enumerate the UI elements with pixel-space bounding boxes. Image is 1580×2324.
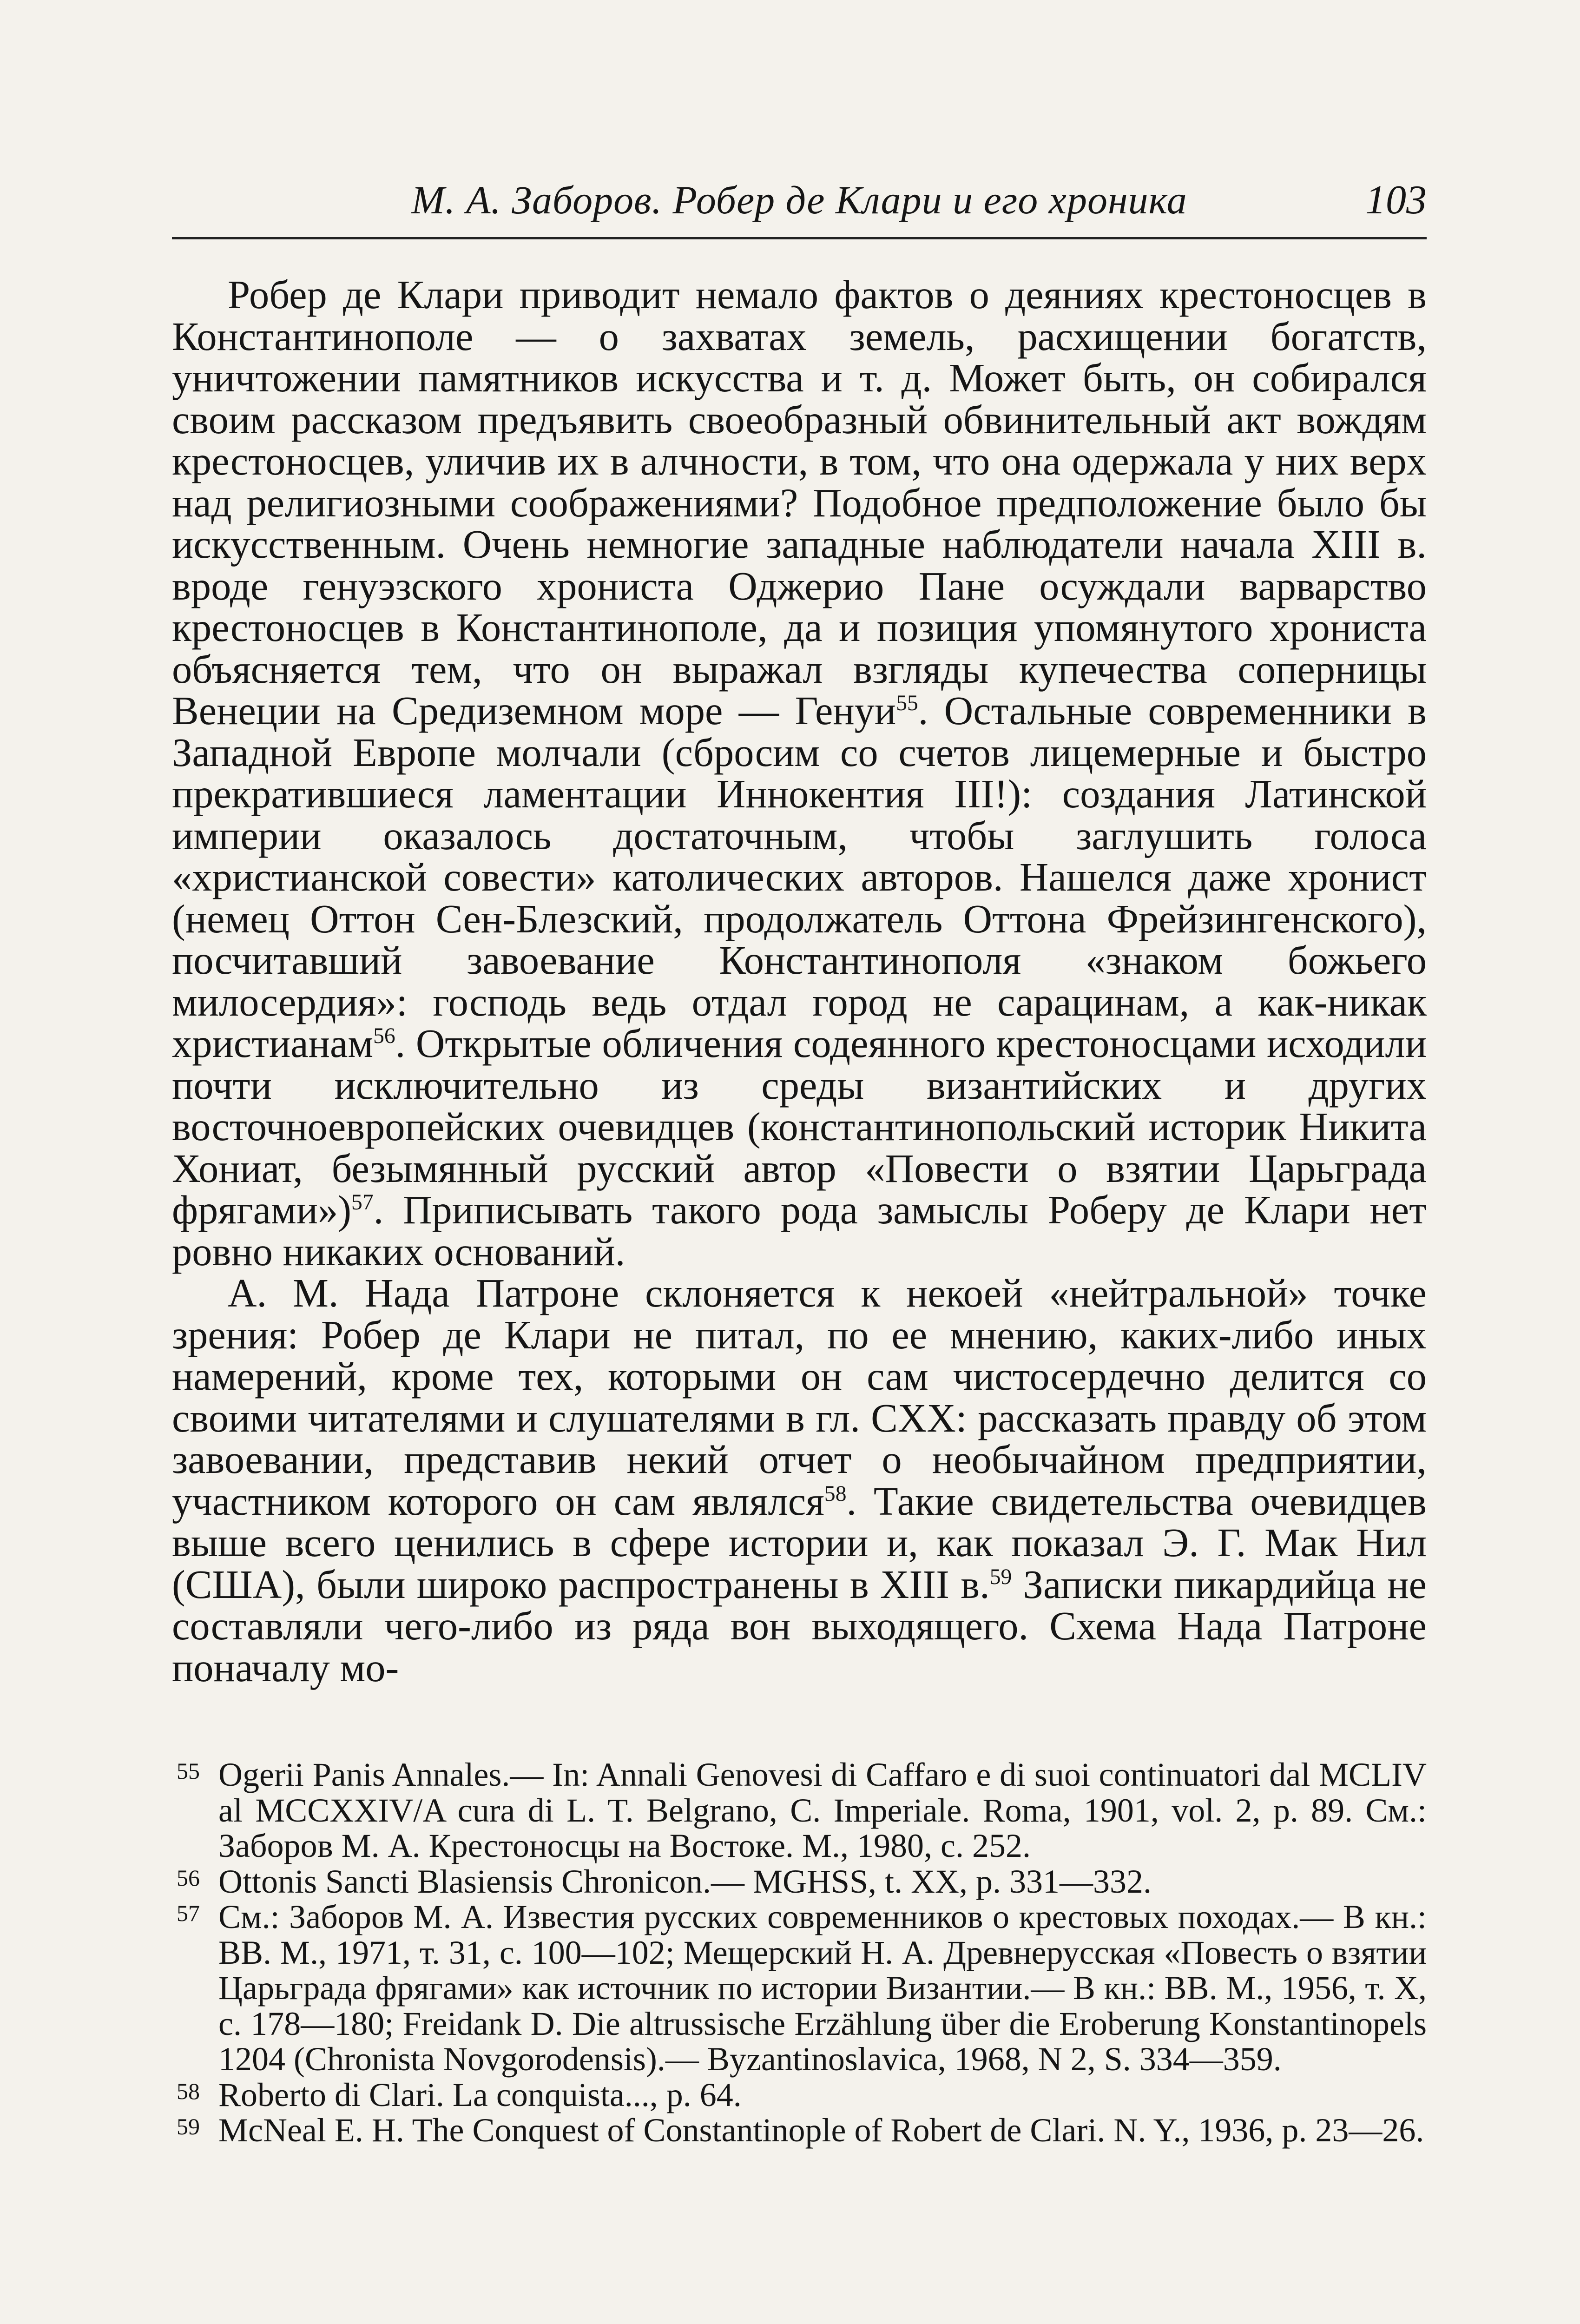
paragraph-1-part-d: . Приписывать такого рода замыслы Роберу де Клари нет ровно никаких оснований. (172, 1188, 1427, 1274)
footnote-59 (172, 2113, 1427, 2148)
footnote-ref-56: 56 (373, 1024, 395, 1049)
paragraph-2-part-a: А. М. Нада Патроне склоняется к некоей «нейтральной» точке зрения: Робер де Клари не питал, по ее мнению, каких-либо иных намерений, кроме тех, которыми он сам чистосердечно делится со своими читателями и слушателями в гл. CXX: рассказать правду об этом завоевании, представив некий отчет о необычайном предприятии, участником которого он сам являлся (172, 1271, 1427, 1524)
footnote-58 (172, 2077, 1427, 2113)
paragraph-2 (172, 1273, 1427, 1689)
footnote-ref-57: 57 (351, 1190, 374, 1215)
running-header (172, 158, 1427, 239)
paragraph-1-part-c: . Открытые обличения содеянного крестоносцами исходили почти исключительно из среды византийских и других восточноевропейских очевидцев (константинопольский историк Никита Хониат, безымянный русский автор «Повести о взятии Царьграда фрягами») (172, 1021, 1427, 1232)
footnote-text: McNeal E. H. The Conquest of Constantinople of Robert de Clari. N. Y., 1936, p. 23—26. (218, 2112, 1424, 2149)
footnote-56 (172, 1864, 1427, 1900)
footnote-text: Roberto di Clari. La conquista..., p. 64. (218, 2076, 742, 2113)
footnote-number: 56 (177, 1864, 200, 1891)
footnote-number: 58 (177, 2078, 200, 2104)
paragraph-2-part-c: Записки пикардийца не составляли чего-либо из ряда вон выходящего. Схема Нада Патроне поначалу мо- (172, 1562, 1427, 1690)
footnote-number: 59 (177, 2113, 200, 2139)
paragraph-1-part-a: Робер де Клари приводит немало фактов о деяниях крестоносцев в Константинополе — о захватах земель, расхищении богатств, уничтожении памятников искусства и т. д. Может быть, он собирался своим рассказом предъявить своеобразный обвинительный акт вождям крестоносцев, уличив их в алчности, в том, что она одержала у них верх над религиозными соображениями? Подобное предположение было бы искусственным. Очень немногие западные наблюдатели начала XIII в. вроде генуэзского хрониста Оджерио Пане осуждали варварство крестоносцев в Константинополе, да и позиция упомянутого хрониста объясняется тем, что он выражал взгляды купечества соперницы Венеции на Средиземном море — Генуи (172, 272, 1427, 733)
footnote-number: 57 (177, 1900, 200, 1926)
paragraph-2-part-b: . Такие свидетельства очевидцев выше всего ценились в сфере истории и, как показал Э. Г. Мак Нил (США), были широко распространены в XIII в. (172, 1479, 1427, 1607)
footnote-number: 55 (177, 1758, 200, 1784)
main-text (172, 274, 1427, 1689)
paragraph-1 (172, 274, 1427, 1273)
footnote-ref-55: 55 (896, 691, 918, 716)
page-number: 103 (1365, 178, 1427, 223)
footnote-text: См.: Заборов М. А. Известия русских современников о крестовых походах.— В кн.: ВВ. М., 1971, т. 31, с. 100—102; Мещерский Н. А. Древнерусская «Повесть о взятии Царьграда фрягами» как источник по истории Византии.— В кн.: ВВ. М., 1956, т. X, с. 178—180; Freidank D. Die altrussische Erzählung über die Eroberung Konstantinopels 1204 (Chronista Novgorodensis).— Byzantinoslavica, 1968, N 2, S. 334—359. (218, 1898, 1427, 2078)
footnote-57 (172, 1899, 1427, 2077)
running-title: М. А. Заборов. Робер де Клари и его хроника (411, 178, 1187, 222)
footnote-ref-58: 58 (824, 1481, 847, 1506)
footnotes (172, 1757, 1427, 2148)
footnote-ref-59: 59 (989, 1565, 1012, 1589)
footnote-text: Ottonis Sancti Blasiensis Chronicon.— MGHSS, t. XX, p. 331—332. (218, 1862, 1152, 1900)
paragraph-1-part-b: . Остальные современники в Западной Европе молчали (сбросим со счетов лицемерные и быстро прекратившиеся ламентации Иннокентия III!): создания Латинской империи оказалось достаточным, чтобы заглушить голоса «христианской совести» католических авторов. Нашелся даже хронист (немец Оттон Сен-Блезский, продолжатель Оттона Фрейзингенского), посчитавший завоевание Константинополя «знаком божьего милосердия»: господь ведь отдал город не сарацинам, а как-никак христианам (172, 688, 1427, 1066)
footnote-55 (172, 1757, 1427, 1864)
footnote-text: Ogerii Panis Annales.— In: Annali Genovesi di Caffaro e di suoi continuatori dal MCLIV al MCCXXIV/A cura di L. T. Belgrano, C. Imperiale. Roma, 1901, vol. 2, p. 89. См.: Заборов М. А. Крестоносцы на Востоке. М., 1980, с. 252. (218, 1756, 1427, 1864)
